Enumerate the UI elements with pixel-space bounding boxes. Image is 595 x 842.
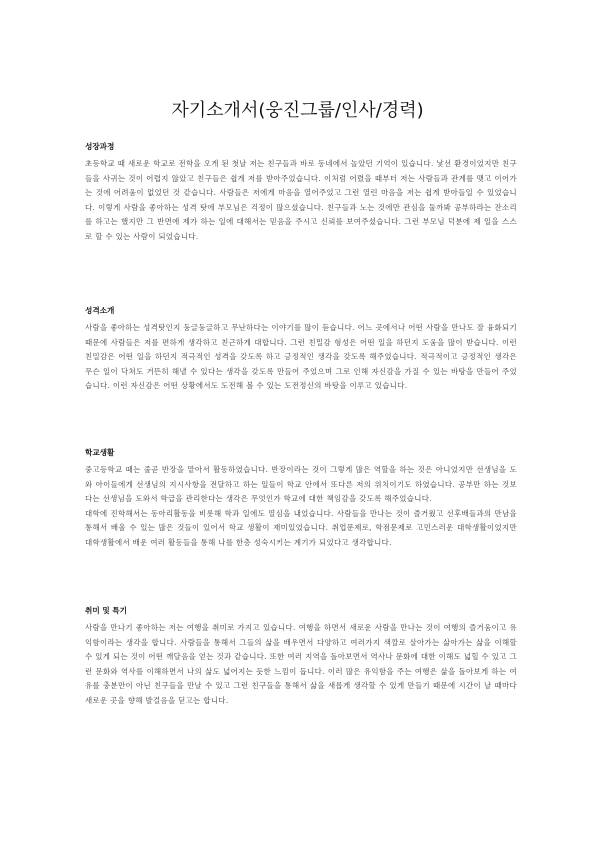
section-heading-growth: 성장과정 [85, 142, 115, 151]
section-heading-school: 학교생활 [85, 448, 115, 457]
paragraph: 초등학교 때 새로운 학교로 전학을 오게 된 첫날 저는 친구들과 바로 동네에서 놀았던 기억이 있습니다. 낯선 환경이었지만 친구들을 사귀는 것이 어렵지 않았고 친구들은 쉽게 저를 받아주었습니다. 이처럼 어렸을 때부터 저는 사람들과 관계를 맺고 이어가는 것에 어려움이 없었던 것 같습니다. 사람들은 저에게 마음을 열어주었고 그런 열린 마음을 저는 쉽게 받아들일 수 있었습니다. 이렇게 사람을 좋아하는 성격 탓에 부모님은 걱정이 많으셨습니다. 친구들과 노는 것에만 관심을 둘까봐 공부하라는 잔소리를 하고는 했지만 그 반면에 제가 하는 일에 대해서는 믿음을 주시고 신뢰를 보여주셨습니다. 그런 부모님 덕분에 제 일을 스스로 할 수 있는 사람이 되었습니다. [85, 159, 517, 241]
section-growth [85, 141, 517, 245]
section-body-school [85, 463, 517, 551]
paragraph: 사람을 좋아하는 성격탓인지 둥글둥글하고 무난하다는 이야기를 많이 듣습니다. 어느 곳에서나 어떤 사람을 만나도 잘 융화되기 때문에 사람들은 저를 편하게 생각하고 친근하게 대합니다. 그런 친밀감 형성은 어떤 일을 하던지 도움을 많이 받습니다. 이런 친밀감은 어떤 일을 하던지 적극적인 성격을 갖도록 하고 긍정적인 생각을 갖도록 해주었습니다. 적극적이고 긍정적인 생각은 무슨 일이 닥쳐도 거뜬히 해낼 수 있다는 생각을 갖도록 만들어 주었으며 그로 인해 자신감을 가질 수 있는 바탕을 만들어 주었습니다. 이런 자신감은 어떤 상황에서도 도전해 볼 수 있는 도전정신의 바탕을 이루고 있습니다. [85, 323, 517, 391]
section-body-growth [85, 157, 517, 245]
paragraph: 사람을 만나기 좋아하는 저는 여행을 취미로 가지고 있습니다. 여행을 하면서 새로운 사람을 만나는 것이 여행의 즐거움이고 유익함이라는 생각을 합니다. 사람들을 통해서 그들의 삶을 배우면서 다양하고 여러가지 색깔로 살아가는 삶아가는 삶을 이해할 수 있게 되는 것이 어떤 깨달음을 얻는 것과 같습니다. 또한 여러 지역을 돌아보면서 역사나 문화에 대한 이해도 넓힐 수 있고 그런 문화와 역사를 이해하면서 나의 삶도 넓어지는 듯한 느낌이 듭니다. 이러 많은 유익함을 주는 여행은 삶을 돌아보게 하는 여유를 충분만이 아닌 친구들을 만날 수 있고 그런 친구들을 통해서 삶을 새롭게 생각할 수 있게 만들기 때문에 시간이 날 때마다 새로운 곳을 향해 발걸음을 딛고는 합니다. [85, 623, 517, 705]
section-personality [85, 305, 517, 394]
document-title: 자기소개서(웅진그룹/인사/경력) [171, 100, 424, 121]
section-heading-hobby: 취미 및 특기 [85, 606, 127, 615]
paragraph: 중고등학교 때는 줄곧 반장을 맡아서 활동하였습니다. 반장이라는 것이 그렇게 많은 역할을 하는 것은 아니었지만 선생님을 도와 아이들에게 선생님의 지시사항을 전달하고 하는 일들이 학교 안에서 또다른 저의 위치이기도 하였습니다. 공부만 하는 것보다는 선생님을 도와서 학급을 관리한다는 생각은 무엇인가 학교에 대한 책임감을 갖도록 해주었습니다. [85, 465, 517, 504]
section-body-personality [85, 321, 517, 394]
section-school [85, 447, 517, 551]
section-body-hobby [85, 621, 517, 709]
paragraph: 대학에 진학해서는 동아리활동을 비롯해 학과 일에도 열심을 내었습니다. 사람들을 만나는 것이 즐거웠고 선후배들과의 만남을 통해서 배울 수 있는 많은 것들이 있어서 학교 생활이 재미있었습니다. 취업문제로, 학점문제로 고민스러운 대학생활이었지만 대학생활에서 배운 여러 활동들을 통해 나를 한층 성숙시키는 계기가 되었다고 생각합니다. [85, 508, 517, 547]
section-hobby [85, 605, 517, 709]
section-heading-personality: 성격소개 [85, 306, 115, 315]
